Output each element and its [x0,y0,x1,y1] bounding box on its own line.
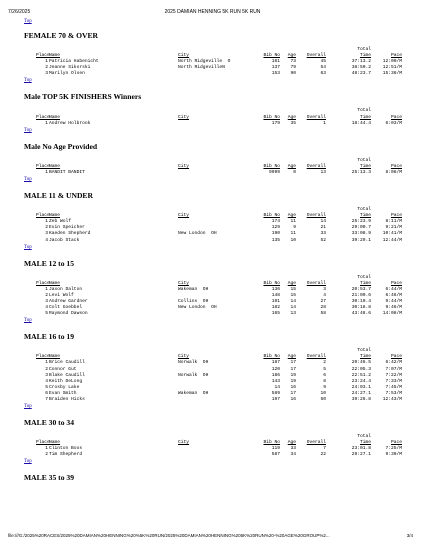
cell-place: 2 [45,366,48,372]
cell-place: 1 [45,446,48,452]
cell-overall: 33 [320,231,326,237]
cell-bib: 186 [271,372,280,378]
cell-time: 23:24.4 [351,378,371,384]
column-header-place: Place [36,354,50,360]
section-title: Male No Age Provided [24,141,98,151]
total-label: Total [357,274,371,280]
age-group-section [24,31,404,84]
cell-pace: 12:44/M [382,237,402,243]
column-header-pace: Pace [390,53,402,59]
column-header-age: Age [287,354,296,360]
cell-time: 25:23.9 [351,219,371,225]
cell-age: 16 [290,397,296,402]
cell-bib: 148 [271,292,280,298]
cell-time: 23:01.8 [351,446,371,452]
cell-bib: 182 [271,305,280,311]
cell-name: Jacob Stack [49,237,80,243]
cell-place: 1 [45,286,48,292]
cell-bib: 9999 [268,169,280,175]
cell-place: 1 [45,360,48,366]
column-header-time: Time [359,163,371,169]
column-header-overall: Overall [306,440,326,446]
cell-name: Tim Shepherd [49,452,83,458]
cell-overall: 3 [323,286,326,292]
cell-age: 90 [290,71,296,77]
cell-age: 35 [290,120,296,126]
cell-name: Patricia Habenicht [49,59,99,65]
cell-name: Blake Caudill [49,372,85,378]
cell-overall: 14 [320,219,326,225]
total-label: Total [357,108,371,114]
top-link[interactable]: Top [24,404,32,410]
cell-name: Andrew Holbrook [49,120,91,126]
column-header-bib: Bib No [263,280,280,286]
column-header-bib: Bib No [263,354,280,360]
cell-overall: 7 [323,446,326,452]
cell-overall: 2 [323,360,326,366]
column-header-bib: Bib No [263,213,280,219]
cell-age: 14 [290,305,296,311]
cell-time: 48:23.7 [351,71,371,77]
cell-age: 17 [290,366,296,372]
top-link[interactable]: Top [24,244,32,250]
cell-time: 37:13.2 [351,59,371,65]
cell-time: 33:08.9 [351,231,371,237]
column-header-pace: Pace [390,114,402,120]
age-group-section [24,418,404,465]
column-header-time: Time [359,53,371,59]
cell-name: Brice Caudill [49,360,85,366]
cell-city: Collins OH [178,298,209,304]
cell-overall: 8 [323,378,326,384]
top-link[interactable]: Top [24,19,32,24]
column-header-name: Name [49,213,61,219]
cell-city: New London OH [178,231,217,237]
column-header-name: Name [49,114,61,120]
cell-place: 3 [45,71,48,77]
cell-city: Wakeman OH [178,390,209,396]
cell-bib: 137 [271,65,280,71]
cell-overall: 63 [320,71,326,77]
cell-age: 19 [290,372,296,378]
cell-bib: 589 [271,390,280,396]
cell-name: Clinton Boos [49,446,83,452]
results-table [24,434,404,458]
cell-pace: 8:08/M [385,169,402,175]
cell-bib: 165 [271,311,280,317]
cell-city: New London OH [178,305,217,311]
print-url: file:///G:/2025%20RACES/2025%20DAMIAN%20HENNING%20%5K%20RUN/2025%20DAMIAN%20HENNING%205K%20RUN%20-%20AGE%20GROUP%2... [8,533,330,538]
column-header-pace: Pace [390,354,402,360]
cell-city: Norwalk OH [178,360,209,366]
cell-pace: 7:22/M [385,372,402,378]
column-header-overall: Overall [306,280,326,286]
section-title: FEMALE 70 & OVER [24,31,99,40]
results-table [24,108,404,126]
cell-age: 79 [290,65,296,71]
cell-time: 18:44.4 [351,120,371,126]
cell-place: 3 [45,298,48,304]
cell-bib: 191 [271,298,280,304]
cell-overall: 1 [323,120,326,126]
cell-age: 19 [290,378,296,384]
cell-bib: 187 [271,360,280,366]
cell-bib: 135 [271,237,280,243]
cell-bib: 174 [271,219,280,225]
cell-place: 5 [45,384,48,390]
cell-city: Wakeman OH [178,286,209,292]
cell-time: 24:03.1 [351,384,371,390]
cell-time: 38:50.2 [351,65,371,71]
cell-overall: 45 [320,59,326,65]
cell-name: BANDIT BANDIT [49,169,85,175]
age-group-section [24,142,404,183]
column-header-name: Name [49,354,61,360]
cell-place: 1 [45,219,48,225]
cell-age: 0 [293,169,296,175]
cell-pace: 7:07/M [385,366,402,372]
cell-name: Evin Speicher [49,225,85,231]
cell-time: 24:27.1 [351,390,371,396]
cell-pace: 7:45/M [385,384,402,390]
cell-time: 30:10.4 [351,298,371,304]
column-header-city: City [178,114,190,120]
cell-overall: 21 [320,225,326,231]
age-group-section [24,259,404,325]
page-number: 3/4 [406,533,413,538]
top-link[interactable]: Top [24,318,32,324]
column-header-name: Name [49,53,61,59]
top-link[interactable]: Top [24,177,32,183]
cell-place: 5 [45,311,48,317]
column-header-name: Name [49,163,61,169]
cell-age: 73 [290,59,296,65]
cell-bib: 129 [271,225,280,231]
cell-pace: 9:21/M [385,225,402,231]
total-label: Total [357,434,371,440]
top-link[interactable]: Top [24,459,32,465]
cell-age: 34 [290,452,296,458]
cell-name: Connor Gut [49,366,77,372]
section-title: MALE 12 to 15 [24,258,74,268]
column-header-city: City [178,354,190,360]
cell-place: 3 [45,372,48,378]
column-header-city: City [178,280,190,286]
column-header-time: Time [359,213,371,219]
cell-time: 20:53.7 [351,286,371,292]
cell-bib: 136 [271,286,280,292]
section-title: MALE 11 & UNDER [24,191,93,201]
cell-pace: 6:42/M [385,360,402,366]
cell-overall: 28 [320,305,326,311]
cell-place: 3 [45,231,48,237]
cell-place: 1 [45,169,48,175]
cell-name: Colt Goebbel [49,305,83,311]
cell-overall: 27 [320,298,326,304]
cell-name: Andrew Gardner [49,298,88,304]
cell-pace: 6:03/M [385,120,402,126]
total-label: Total [357,348,371,354]
cell-age: 17 [290,360,296,366]
cell-overall: 5 [323,366,326,372]
column-header-overall: Overall [306,114,326,120]
cell-bib: 14 [274,384,280,390]
cell-name: Braiden Hicks [49,397,85,402]
section-title: Male TOP 5K FINISHERS Winners [24,92,142,102]
cell-overall: 9 [323,384,326,390]
print-title: 2025 DAMIAN HENNING 5K RUN 5K RUN [164,9,261,15]
cell-age: 15 [290,292,296,298]
cell-time: 29:00.7 [351,225,371,231]
cell-place: 2 [45,225,48,231]
column-header-place: Place [36,114,50,120]
column-header-bib: Bib No [263,114,280,120]
cell-pace: 10:41/M [382,231,402,237]
section-title: MALE 30 to 34 [24,418,74,428]
column-header-pace: Pace [390,280,402,286]
print-date: 7/26/2025 [8,9,31,15]
cell-city: North RidgevilleN [178,65,225,71]
cell-bib: 161 [271,59,280,65]
column-header-overall: Overall [306,53,326,59]
cell-bib: 153 [271,71,280,77]
results-table [24,275,404,318]
cell-bib: 119 [271,446,280,452]
cell-pace: 9:44/M [385,298,402,304]
cell-place: 1 [45,59,48,65]
column-header-place: Place [36,163,50,169]
column-header-bib: Bib No [263,163,280,169]
cell-age: 33 [290,446,296,452]
column-header-overall: Overall [306,354,326,360]
result-row [24,170,404,176]
results-table [24,47,404,77]
result-row [24,238,404,244]
cell-age: 17 [290,390,296,396]
column-header-place: Place [36,213,50,219]
cell-overall: 54 [320,65,326,71]
column-header-city: City [178,213,190,219]
cell-overall: 10 [320,390,326,396]
cell-name: Jeanne Sikorski [49,65,91,71]
total-label: Total [357,157,371,163]
column-header-pace: Pace [390,213,402,219]
cell-time: 20:46.5 [351,360,371,366]
result-row [24,121,404,127]
result-row [24,311,404,317]
print-header [0,9,425,17]
column-header-pace: Pace [390,163,402,169]
cell-name: Evan Smith [49,390,77,396]
results-table [24,207,404,244]
cell-overall: 13 [320,169,326,175]
cell-pace: 7:25/M [385,446,402,452]
cell-pace: 7:53/M [385,390,402,396]
top-link[interactable]: Top [24,78,32,84]
result-row [24,71,404,77]
cell-name: Crosby Lake [49,384,80,390]
cell-pace: 14:08/M [382,311,402,317]
cell-place: 2 [45,65,48,71]
column-header-age: Age [287,280,296,286]
total-label: Total [357,207,371,213]
cell-age: 11 [290,219,296,225]
column-header-time: Time [359,280,371,286]
top-link[interactable]: Top [24,127,32,133]
column-header-time: Time [359,354,371,360]
cell-place: 6 [45,390,48,396]
cell-time: 25:13.3 [351,169,371,175]
cell-overall: 6 [323,372,326,378]
cell-pace: 7:33/M [385,378,402,384]
cell-time: 39:26.8 [351,397,371,402]
result-row [24,397,404,403]
column-header-place: Place [36,53,50,59]
result-row [24,452,404,458]
cell-name: Kaeden Shepherd [49,231,91,237]
cell-time: 30:18.8 [351,305,371,311]
column-header-time: Time [359,440,371,446]
cell-place: 7 [45,397,48,402]
age-group-section [24,332,404,410]
cell-age: 14 [290,298,296,304]
cell-pace: 9:30/M [385,452,402,458]
cell-bib: 179 [271,120,280,126]
age-group-section [24,92,404,133]
cell-pace: 15:36/M [382,71,402,77]
column-header-city: City [178,440,190,446]
cell-name: Levi Wolf [49,292,74,298]
column-header-name: Name [49,280,61,286]
cell-age: 16 [290,384,296,390]
column-header-city: City [178,53,190,59]
cell-city: Norwalk OH [178,372,209,378]
column-header-name: Name [49,440,61,446]
cell-name: Raymond Dawson [49,311,88,317]
cell-name: Marilyn Olsen [49,71,85,77]
cell-overall: 52 [320,237,326,243]
cell-place: 4 [45,237,48,243]
cell-pace: 8:11/M [385,219,402,225]
column-header-age: Age [287,213,296,219]
column-header-place: Place [36,280,50,286]
cell-age: 15 [290,286,296,292]
cell-place: 1 [45,120,48,126]
cell-pace: 6:44/M [385,286,402,292]
column-header-age: Age [287,163,296,169]
cell-overall: 50 [320,397,326,402]
cell-time: 43:48.6 [351,311,371,317]
column-header-age: Age [287,53,296,59]
cell-time: 22:05.3 [351,366,371,372]
cell-name: Zeb Wolf [49,219,72,225]
section-title: MALE 35 to 39 [24,473,74,483]
column-header-place: Place [36,440,50,446]
age-group-section [24,473,404,483]
column-header-bib: Bib No [263,440,280,446]
section-title: MALE 16 to 19 [24,332,74,342]
age-group-section [24,191,404,251]
column-header-overall: Overall [306,163,326,169]
print-footer [0,533,425,541]
cell-age: 11 [290,231,296,237]
column-header-age: Age [287,114,296,120]
cell-bib: 143 [271,378,280,384]
cell-overall: 58 [320,311,326,317]
cell-pace: 6:46/M [385,292,402,298]
cell-pace: 12:51/M [382,65,402,71]
cell-place: 4 [45,378,48,384]
cell-overall: 4 [323,292,326,298]
cell-bib: 190 [271,231,280,237]
column-header-time: Time [359,114,371,120]
cell-time: 22:51.2 [351,372,371,378]
column-header-pace: Pace [390,440,402,446]
results-table [24,348,404,403]
cell-pace: 12:00/M [382,59,402,65]
cell-age: 10 [290,237,296,243]
cell-pace: 9:46/M [385,305,402,311]
cell-place: 4 [45,305,48,311]
cell-pace: 12:43/M [382,397,402,402]
cell-overall: 22 [320,452,326,458]
cell-time: 39:29.1 [351,237,371,243]
cell-place: 2 [45,292,48,298]
cell-age: 9 [293,225,296,231]
cell-place: 2 [45,452,48,458]
cell-name: Keith DeLong [49,378,83,384]
results-table [24,158,404,176]
cell-name: Jaxon Dalton [49,286,83,292]
cell-time: 21:00.6 [351,292,371,298]
cell-time: 29:27.1 [351,452,371,458]
total-label: Total [357,47,371,52]
column-header-city: City [178,163,190,169]
cell-age: 13 [290,311,296,317]
column-header-overall: Overall [306,213,326,219]
column-header-age: Age [287,440,296,446]
cell-city: North Ridgeville O [178,59,231,65]
cell-bib: 197 [271,397,280,402]
cell-bib: 120 [271,366,280,372]
column-header-bib: Bib No [263,53,280,59]
results-content [24,18,404,483]
cell-bib: 587 [271,452,280,458]
